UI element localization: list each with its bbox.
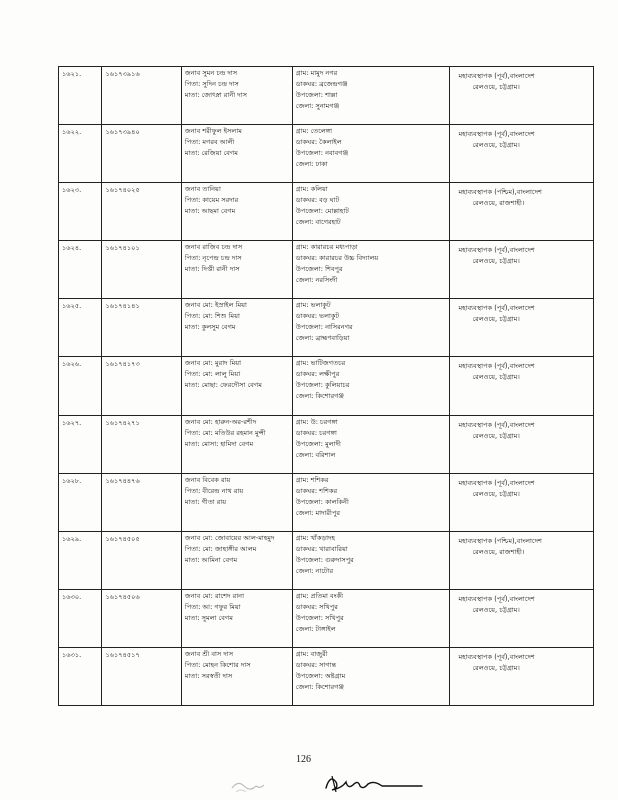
- candidate-name: জনাব রাজিব চন্দ্র দাস: [184, 243, 243, 252]
- posting-office-cell: [450, 589, 594, 647]
- address-line: গ্রাম: ভাটিজগতচর: [295, 359, 346, 368]
- candidate-name-cell: [181, 299, 292, 357]
- address-cell: [292, 473, 450, 531]
- address-line: গ্রাম: উ: চরগঙ্গা: [295, 417, 338, 426]
- address-line: উপজেলা: শিবপুর: [295, 265, 343, 274]
- address-line: ডাকঘর: শশিকর: [295, 486, 338, 495]
- office-line: মহাব্যবস্থাপক (পূর্ব),বাংলাদেশ: [458, 246, 535, 255]
- mother-name: মাতা: আছমা বেগম: [184, 207, 236, 216]
- father-name: পিতা: আ: গফুর মিয়া: [184, 602, 241, 611]
- office-line: রেলওয়ে, চট্টগ্রাম।: [472, 315, 520, 324]
- address-line: উপজেলা: শাল্লা: [295, 91, 338, 99]
- mother-name: মাতা: কুলসুম বেগম: [184, 323, 236, 332]
- posting-office-cell: [450, 357, 594, 415]
- table-row: [59, 531, 594, 589]
- serial-cell: ১৬২৯.: [59, 531, 102, 589]
- office-line: মহাব্যবস্থাপক (পূর্ব),বাংলাদেশ: [458, 652, 535, 661]
- roll-number-cell: ১৬১৭৪০২৫: [102, 183, 181, 241]
- posting-office-cell: [450, 415, 594, 473]
- mother-name: মাতা: সরস্বতী দাস: [184, 671, 233, 680]
- office-line: মহাব্যবস্থাপক (পশ্চিম),বাংলাদেশ: [458, 536, 542, 545]
- address-cell: [292, 67, 450, 125]
- candidate-table-body: [59, 67, 594, 706]
- office-line: মহাব্যবস্থাপক (পূর্ব),বাংলাদেশ: [458, 130, 535, 139]
- table-row: [59, 241, 594, 299]
- address-line: উপজেলা: অষ্টগ্রাম: [295, 671, 346, 680]
- table-row: [59, 589, 594, 647]
- father-name: পিতা: কায়েম সরদার: [184, 196, 239, 205]
- office-line: রেলওয়ে, চট্টগ্রাম।: [472, 141, 520, 150]
- father-name: পিতা: নৃপেন্দ্র চন্দ্র দাস: [184, 254, 242, 263]
- office-line: মহাব্যবস্থাপক (পশ্চিম),বাংলাদেশ: [458, 188, 542, 197]
- table-row: [59, 415, 594, 473]
- candidate-name-cell: [181, 183, 292, 241]
- office-line: রেলওয়ে, চট্টগ্রাম।: [472, 83, 520, 91]
- mother-name: মাতা: আমিনা বেগম: [184, 555, 238, 564]
- address-cell: [292, 125, 450, 183]
- posting-office-cell: [450, 241, 594, 299]
- address-line: উপজেলা: মোল্লাহাট: [295, 207, 349, 216]
- mother-name: মাতা: দিপ্তী রানী দাস: [184, 265, 240, 274]
- candidate-name: জনাব সুমন চন্দ্র দাস: [184, 69, 238, 77]
- roll-number-cell: ১৬১৭৩৯৪০: [102, 125, 181, 183]
- address-line: জেলা: বরিশাল: [295, 450, 336, 459]
- address-line: গ্রাম: ভলাকুট: [295, 301, 331, 310]
- address-line: উপজেলা: কুলিয়াচর: [295, 381, 350, 390]
- address-line: ডাকঘর: সখিপুর: [295, 602, 338, 611]
- table-row: [59, 647, 594, 705]
- candidate-name-cell: [181, 589, 292, 647]
- office-line: রেলওয়ে, চট্টগ্রাম।: [472, 663, 520, 672]
- page-number: 126: [296, 754, 311, 765]
- address-line: জেলা: টাঙ্গাইল: [295, 624, 336, 633]
- address-line: জেলা: নরসিংদী: [295, 276, 338, 285]
- candidate-name: জনাব মো: হারুন-অর-রশীদ: [184, 417, 257, 426]
- father-name: পিতা: মো: মতিউর রহমান মুন্সী: [184, 428, 266, 437]
- address-line: গ্রাম: তেলেঙ্গা: [295, 127, 333, 136]
- address-cell: [292, 299, 450, 357]
- office-line: মহাব্যবস্থাপক (পূর্ব),বাংলাদেশ: [458, 594, 535, 603]
- address-line: গ্রাম: কলিয়া: [295, 185, 328, 194]
- candidate-name-cell: [181, 357, 292, 415]
- posting-office-cell: [450, 183, 594, 241]
- table-row: [59, 183, 594, 241]
- father-name: পিতা: মোহন কিশোর দাস: [184, 660, 251, 669]
- serial-cell: ১৬২৩.: [59, 183, 102, 241]
- address-line: জেলা: কিশোরগঞ্জ: [295, 392, 345, 401]
- candidate-name-cell: [181, 473, 292, 531]
- mother-name: মাতা: জোৎস্না রানী দাস: [184, 91, 247, 99]
- table-row: [59, 299, 594, 357]
- address-line: উপজেলা: গুরুদাসপুর: [295, 555, 354, 564]
- roll-number-cell: ১৬১৭৪১৪১: [102, 299, 181, 357]
- office-line: মহাব্যবস্থাপক (পূর্ব),বাংলাদেশ: [458, 362, 535, 371]
- address-line: জেলা: মাদারীপুর: [295, 508, 341, 517]
- posting-office-cell: [450, 531, 594, 589]
- address-cell: [292, 241, 450, 299]
- address-cell: [292, 183, 450, 241]
- address-cell: [292, 589, 450, 647]
- address-line: জেলা: ঢাকা: [295, 160, 328, 169]
- address-cell: [292, 531, 450, 589]
- father-name: পিতা: মো: শিশু মিয়া: [184, 312, 240, 321]
- candidate-name: জনাব মো: ইস্রাইল মিয়া: [184, 301, 247, 310]
- address-line: জেলা: নাটোর: [295, 566, 334, 575]
- address-line: গ্রাম: মামুদ নগর: [295, 69, 338, 77]
- father-name: পিতা: মো: লালু মিয়া: [184, 370, 241, 379]
- table-row: [59, 473, 594, 531]
- address-line: ডাকঘর: চরগঙ্গা: [295, 428, 337, 437]
- address-line: জেলা: কিশোরগঞ্জ: [295, 682, 345, 691]
- mother-name: মাতা: সুমলা বেগম: [184, 613, 233, 622]
- address-cell: [292, 415, 450, 473]
- candidate-name-cell: [181, 647, 292, 705]
- office-line: রেলওয়ে, চট্টগ্রাম।: [472, 605, 520, 614]
- candidate-name: জনাব বিবেক রায়: [184, 475, 231, 484]
- posting-office-cell: [450, 473, 594, 531]
- mother-name: মাতা: মোসা: হামিদা বেগম: [184, 439, 254, 448]
- table-row: [59, 67, 594, 125]
- roll-number-cell: ১৬১৭৪২৭১: [102, 415, 181, 473]
- candidate-name-cell: [181, 125, 292, 183]
- address-line: উপজেলা: নবাবগঞ্জ: [295, 149, 349, 158]
- candidate-name-cell: [181, 415, 292, 473]
- office-line: রেলওয়ে, চট্টগ্রাম।: [472, 257, 520, 266]
- address-line: উপজেলা: কালকিনী: [295, 497, 349, 506]
- address-line: জেলা: ব্রাহ্মণবাড়িয়া: [295, 334, 350, 343]
- faded-stamp-mark: [228, 776, 268, 796]
- serial-cell: ১৬২৮.: [59, 473, 102, 531]
- address-line: উপজেলা: সখিপুর: [295, 613, 344, 622]
- candidate-name-cell: [181, 531, 292, 589]
- posting-office-cell: [450, 647, 594, 705]
- father-name: পিতা: মগরব আলী: [184, 138, 235, 147]
- roll-number-cell: ১৬১৭৪১৭৩: [102, 357, 181, 415]
- office-line: মহাব্যবস্থাপক (পূর্ব),বাংলাদেশ: [458, 304, 535, 313]
- roll-number-cell: ১৬১৭৩৯১৬: [102, 67, 181, 125]
- roll-number-cell: ১৬১৭৪৫০৫: [102, 531, 181, 589]
- table-row: [59, 125, 594, 183]
- mother-name: মাতা: মোছা: ফেরদৌসা বেগম: [184, 381, 262, 390]
- address-cell: [292, 357, 450, 415]
- candidate-name: জনাব তানিয়া: [184, 185, 221, 194]
- handwritten-signature: [322, 770, 432, 798]
- serial-cell: ১৬২৫.: [59, 299, 102, 357]
- address-line: গ্রাম: বাজুরী: [295, 649, 328, 658]
- address-line: গ্রাম: কারারচর মধ্যপাড়া: [295, 243, 358, 252]
- serial-cell: ১৬২৬.: [59, 357, 102, 415]
- address-line: ডাকঘর: কারারচর উচ্চ বিদ্যালয়: [295, 254, 379, 263]
- office-line: রেলওয়ে, রাজশাহী।: [472, 547, 525, 556]
- serial-cell: ১৬২১.: [59, 67, 102, 125]
- serial-cell: ১৬৩০.: [59, 589, 102, 647]
- address-line: ডাকঘর: কৈলাইল: [295, 138, 342, 147]
- table-row: [59, 357, 594, 415]
- office-line: রেলওয়ে, চট্টগ্রাম।: [472, 373, 520, 382]
- candidate-name: জনাব শরীফুল ইসলাম: [184, 127, 242, 136]
- mother-name: মাতা: রেজিয়া বেগম: [184, 149, 238, 158]
- office-line: রেলওয়ে, চট্টগ্রাম।: [472, 431, 520, 440]
- address-line: ডাকঘর: ব্রজেন্দ্রগঞ্জ: [295, 80, 348, 88]
- father-name: পিতা: বীরেন্দ্র নাথ রায়: [184, 486, 244, 495]
- office-line: রেলওয়ে, রাজশাহী।: [472, 199, 525, 208]
- father-name: পিতা: সুদিন চন্দ্র দাস: [184, 80, 239, 88]
- candidate-name: জনাব মো: জোবায়ের আল-মাহমুদ: [184, 533, 275, 542]
- roll-number-cell: ১৬১৭৪১০১: [102, 241, 181, 299]
- posting-office-cell: [450, 125, 594, 183]
- candidate-name: জনাব শ্রী বাস দাস: [184, 649, 234, 658]
- address-line: গ্রাম: প্রতিমা বংকী: [295, 591, 344, 600]
- address-line: ডাকঘর: বড় ঘাট: [295, 196, 340, 205]
- address-line: ডাকঘর: ভলাকুট: [295, 312, 340, 321]
- posting-office-cell: [450, 67, 594, 125]
- candidate-name: জনাব মো: মুরাদ মিয়া: [184, 359, 242, 368]
- serial-cell: ১৬২৭.: [59, 415, 102, 473]
- address-line: উপজেলা: নাসিরনগর: [295, 323, 353, 332]
- father-name: পিতা: মো: জাহাঙ্গীর আলম: [184, 544, 257, 553]
- address-line: ডাকঘর: সাগান্ত: [295, 660, 337, 669]
- address-cell: [292, 647, 450, 705]
- address-line: জেলা: সুনামগঞ্জ: [295, 102, 340, 110]
- address-line: গ্রাম: শশিকর: [295, 475, 329, 484]
- office-line: মহাব্যবস্থাপক (পূর্ব),বাংলাদেশ: [458, 478, 535, 487]
- address-line: ডাকঘর: খারাবারিয়া: [295, 544, 348, 553]
- roll-number-cell: ১৬১৭৪৫০৬: [102, 589, 181, 647]
- candidate-name-cell: [181, 241, 292, 299]
- address-line: উপজেলা: মুলাদী: [295, 439, 341, 448]
- candidate-name-cell: [181, 67, 292, 125]
- serial-cell: ১৬২২.: [59, 125, 102, 183]
- posting-office-cell: [450, 299, 594, 357]
- office-line: মহাব্যবস্থাপক (পূর্ব),বাংলাদেশ: [458, 420, 535, 429]
- office-line: মহাব্যবস্থাপক (পূর্ব),বাংলাদেশ: [458, 72, 535, 80]
- candidate-name: জনাব মো: রাশেদ রানা: [184, 591, 244, 600]
- address-line: ডাকঘর: লক্ষীপুর: [295, 370, 340, 379]
- serial-cell: ১৬২৪.: [59, 241, 102, 299]
- candidate-table: [58, 66, 594, 706]
- address-line: জেলা: বাগেরহাট: [295, 218, 341, 227]
- mother-name: মাতা: গীতা রায়: [184, 497, 227, 506]
- roll-number-cell: ১৬১৭৪৪৭৬: [102, 473, 181, 531]
- roll-number-cell: ১৬১৭৪৫১৭: [102, 647, 181, 705]
- office-line: রেলওয়ে, চট্টগ্রাম।: [472, 489, 520, 498]
- serial-cell: ১৬৩১.: [59, 647, 102, 705]
- address-line: গ্রাম: খাঁকড়াদহ: [295, 533, 335, 542]
